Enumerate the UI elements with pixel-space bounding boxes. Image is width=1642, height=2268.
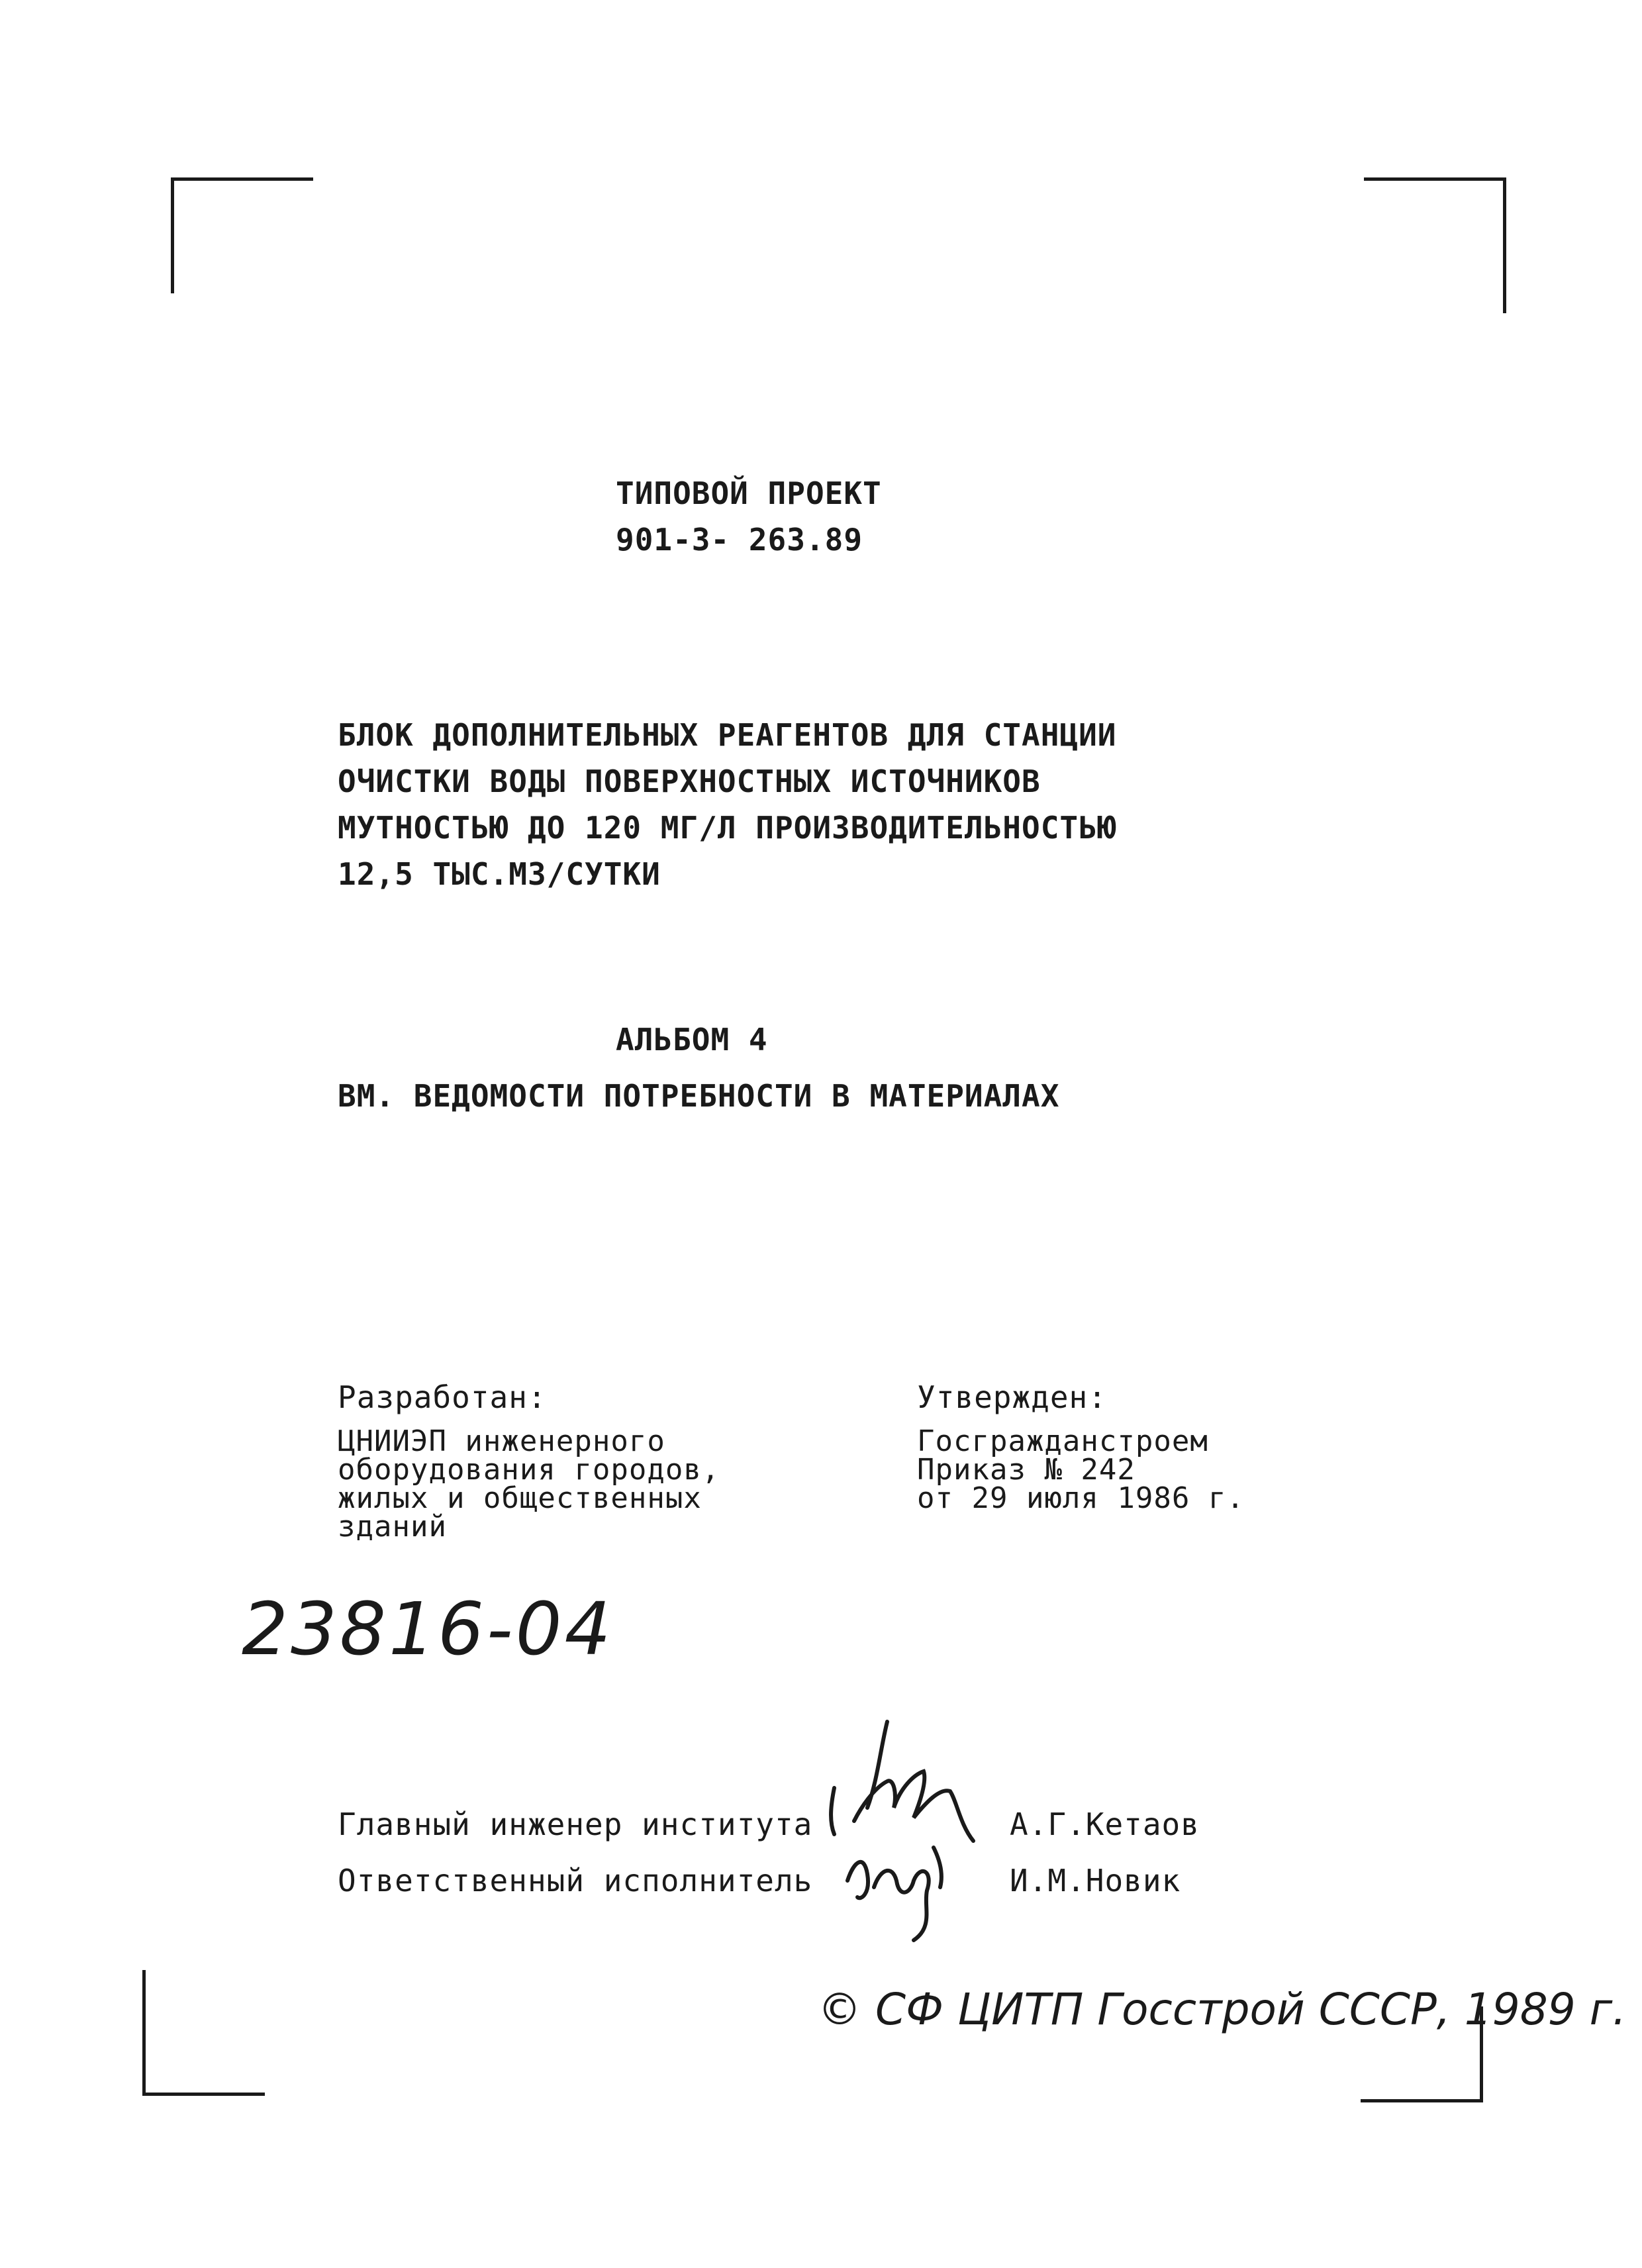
album-description: ВМ. ВЕДОМОСТИ ПОТРЕБНОСТИ В МАТЕРИАЛАХ	[338, 1078, 1060, 1114]
developed-line: ЦНИИЭП инженерного	[338, 1424, 665, 1458]
developed-line: оборудования городов,	[338, 1453, 720, 1487]
title-line: МУТНОСТЬЮ ДО 120 МГ/Л ПРОИЗВОДИТЕЛЬНОСТЬЮ	[338, 810, 1117, 846]
project-number: 901-3- 263.89	[616, 522, 863, 558]
signature-role: Главный инженер института	[338, 1806, 813, 1842]
approved-heading: Утвержден:	[917, 1379, 1107, 1415]
developed-line: жилых и общественных	[338, 1481, 702, 1515]
corner-mark-bottom-left	[142, 1970, 265, 2096]
developed-line: зданий	[338, 1510, 447, 1544]
copyright-note: © СФ ЦИТП Госстрой СССР, 1989 г.	[818, 1984, 1627, 2035]
corner-mark-top-left	[171, 177, 313, 293]
approved-line: Госгражданстроем	[917, 1424, 1208, 1458]
developed-heading: Разработан:	[338, 1379, 547, 1415]
signature-role: Ответственный исполнитель	[338, 1863, 813, 1898]
signature-name: А.Г.Кетаов	[1010, 1806, 1200, 1842]
project-type-label: ТИПОВОЙ ПРОЕКТ	[616, 475, 882, 511]
album-label: АЛЬБОМ 4	[616, 1022, 768, 1058]
title-line: 12,5 ТЫС.М3/СУТКИ	[338, 856, 661, 892]
signature-scribble-executor	[834, 1834, 993, 1947]
signature-name: И.М.Новик	[1010, 1863, 1181, 1898]
title-line: БЛОК ДОПОЛНИТЕЛЬНЫХ РЕАГЕНТОВ ДЛЯ СТАНЦИИ	[338, 717, 1117, 753]
title-line: ОЧИСТКИ ВОДЫ ПОВЕРХНОСТНЫХ ИСТОЧНИКОВ	[338, 764, 1041, 799]
corner-mark-top-right	[1364, 177, 1506, 313]
inventory-number: 23816-04	[242, 1587, 614, 1671]
approved-line: от 29 июля 1986 г.	[917, 1481, 1245, 1515]
approved-line: Приказ № 242	[917, 1453, 1135, 1487]
